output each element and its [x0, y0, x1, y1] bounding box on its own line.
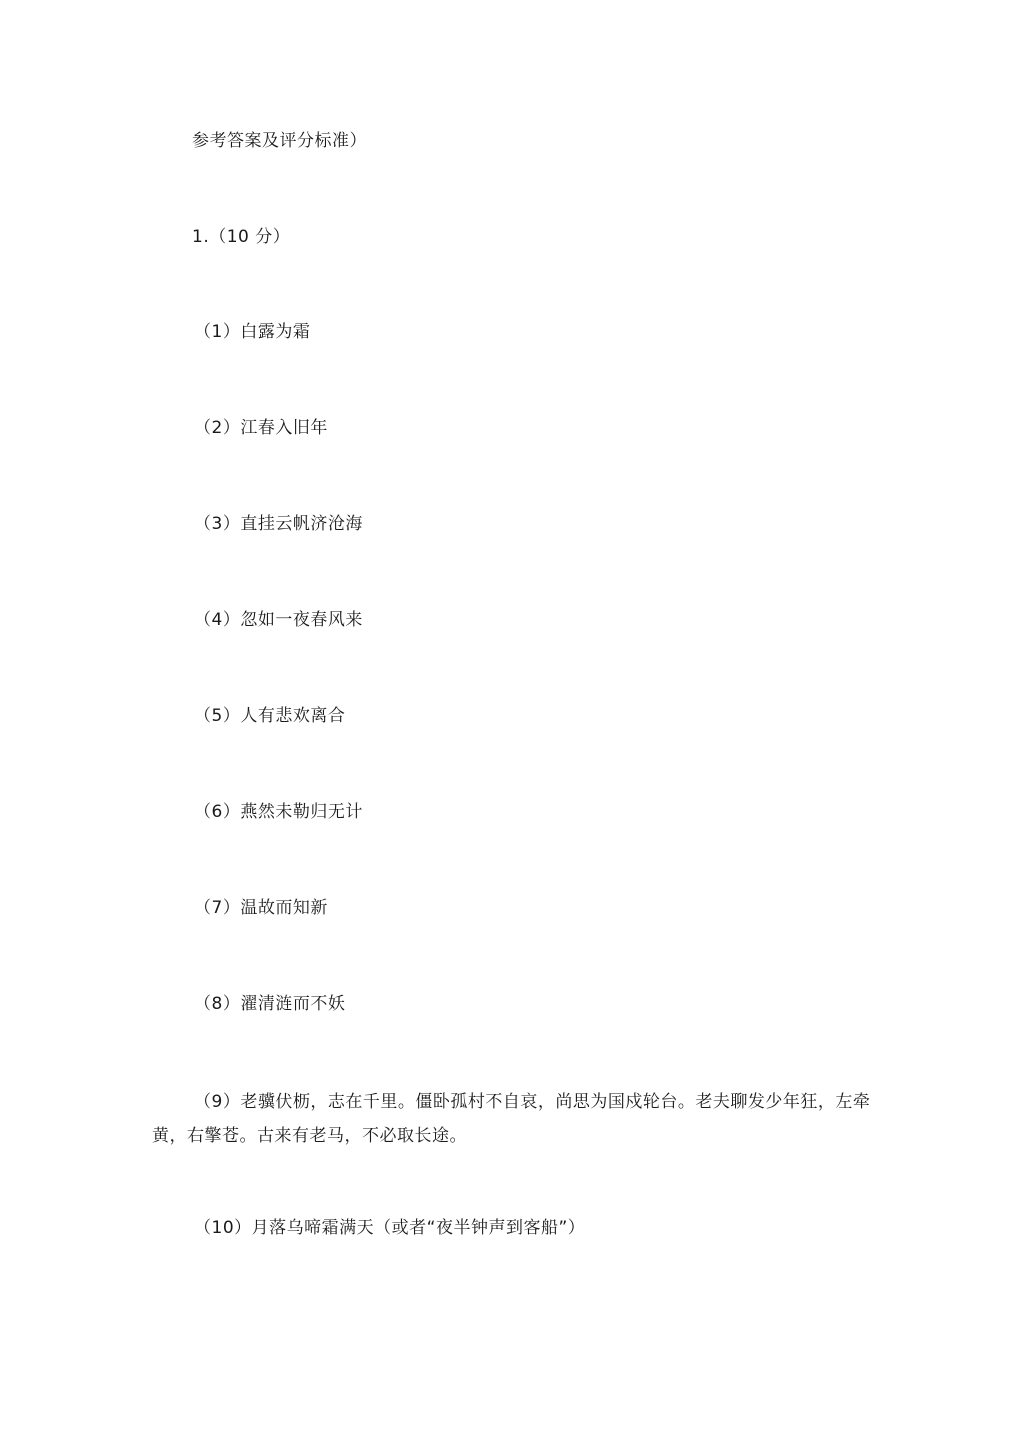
question-header: 1.（10 分） [192, 227, 291, 247]
answer-item-3: （3）直挂云帆济沧海 [194, 514, 363, 534]
answer-item-2: （2）江春入旧年 [194, 418, 328, 438]
answer-item-5: （5）人有悲欢离合 [194, 706, 346, 726]
answer-item-10: （10）月落乌啼霜满天（或者“夜半钟声到客船”） [194, 1218, 586, 1238]
answer-item-8: （8）濯清涟而不妖 [194, 994, 346, 1014]
answer-item-7: （7）温故而知新 [194, 898, 328, 918]
answer-item-6: （6）燕然未勒归无计 [194, 802, 363, 822]
answer-item-4: （4）忽如一夜春风来 [194, 610, 363, 630]
answer-item-9: （9）老骥伏枥，志在千里。僵卧孤村不自哀，尚思为国戍轮台。老夫聊发少年狂，左牵黄，右擎苍。古来有老马，不必取长途。 [152, 1092, 871, 1146]
section-heading: 参考答案及评分标准） [192, 131, 367, 151]
answer-item-1: （1）白露为霜 [194, 322, 311, 342]
